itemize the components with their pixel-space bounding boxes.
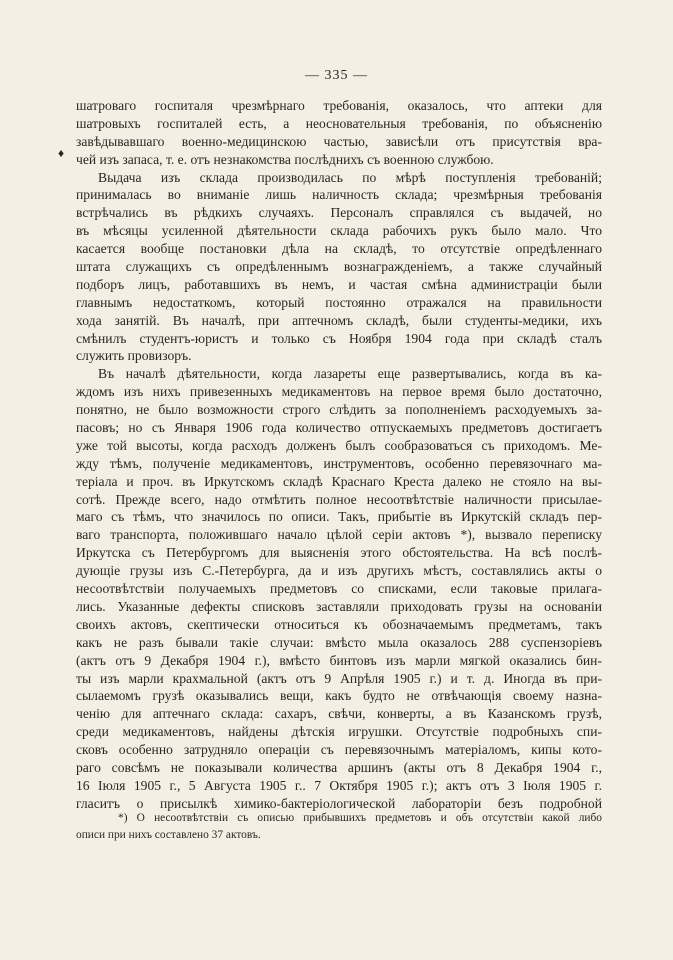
text-line: сковъ особенно затрудняло операціи съ перевязочнымъ матеріаломъ, кипы кото- bbox=[76, 742, 602, 758]
text-line: касается вообще постановки дѣла на складѣ, то отсутствіе опредѣленнаго bbox=[76, 241, 602, 257]
text-line: встрѣчались въ рѣдкихъ случаяхъ. Персоналъ справлялся съ выдачей, но bbox=[76, 205, 602, 221]
text-line: несоотвѣтствіи получаемыхъ предметовъ со списками, если таковые прилага- bbox=[76, 581, 602, 597]
text-line: жду тѣмъ, полученіе медикаментовъ, инструментовъ, особенно перевязочнаго ма- bbox=[76, 455, 602, 471]
margin-mark: ♦ bbox=[58, 146, 65, 160]
text-line: понятно, не было возможности строго слѣдить за пополненіемъ расходуемыхъ за- bbox=[76, 402, 602, 418]
text-line: шатровыхъ госпиталей есть, а неосновательныя требованія, по объясненію bbox=[76, 115, 602, 131]
text-line: принималась во вниманіе лишь наличность склада; чрезмѣрныя требованія bbox=[76, 187, 602, 203]
text-line: ты изъ марли крахмальной (актъ отъ 9 Апрѣля 1905 г.) и т. д. Иногда въ при- bbox=[76, 670, 602, 686]
text-line: какъ не разъ бывали такіе случаи: вмѣсто мыла оказалось 288 суспензоріевъ bbox=[76, 634, 602, 650]
text-line: смѣнилъ студентъ-юристъ и только съ Ноября 1904 года при складѣ сталъ bbox=[76, 330, 602, 346]
text-line: подборъ лицъ, работавшихъ въ немъ, и частая смѣна администраціи были bbox=[76, 276, 602, 292]
text-line: Въ началѣ дѣятельности, когда лазареты еще развертывались, когда въ ка- bbox=[98, 366, 602, 382]
body-text bbox=[76, 97, 602, 813]
footnote-line: описи при нихъ составлено 37 актовъ. bbox=[76, 829, 261, 841]
text-line: ждомъ изъ нихъ привезенныхъ медикаментовъ на первое время было достаточно, bbox=[76, 384, 602, 400]
text-line: Выдача изъ склада производилась по мѣрѣ поступленія требованій; bbox=[98, 169, 602, 185]
text-line: чей изъ запаса, т. е. отъ незнакомства послѣднихъ съ военною службою. bbox=[76, 151, 494, 167]
text-line: теріала и проч. въ Иркутскомъ складѣ Краснаго Креста далеко не стояло на вы- bbox=[76, 473, 602, 489]
text-line: среди медикаментовъ, найдены дѣтскія игрушки. Отсутствіе подробныхъ спи- bbox=[76, 724, 602, 740]
text-line: шатроваго госпиталя чрезмѣрнаго требованія, оказалось, что аптеки для bbox=[76, 98, 602, 113]
text-line: ченію для аптечнаго склада: сахаръ, свѣчи, конверты, а въ Казанскомъ грузѣ, bbox=[76, 706, 602, 722]
text-line: гласитъ о присылкѣ химико-бактеріологической лабораторіи безъ подробной bbox=[76, 795, 602, 811]
text-line: своихъ актовъ, скептически относиться къ обозначаемымъ предметамъ, такъ bbox=[76, 616, 602, 632]
footnote bbox=[76, 810, 602, 844]
text-line: уже той высоты, когда расходъ долженъ былъ сообразоваться съ приходомъ. Ме- bbox=[76, 437, 602, 453]
text-line: дующіе грузы изъ С.-Петербурга, да и изъ другихъ мѣстъ, составлялись акты о bbox=[76, 563, 602, 579]
text-line: ваго транспорта, положившаго начало цѣлой серіи актовъ *), вызвало переписку bbox=[76, 527, 602, 543]
paragraph bbox=[76, 169, 602, 366]
text-line: 16 Іюля 1905 г., 5 Августа 1905 г.. 7 Октября 1905 г.); актъ отъ 3 Іюля 1905 г. bbox=[76, 777, 602, 793]
page-number: — 335 — bbox=[305, 68, 368, 83]
text-line: маго съ тѣмъ, что значилось по описи. Такъ, прибытіе въ Иркутскій складъ пер- bbox=[76, 509, 602, 525]
text-line: раго совсѣмъ не показывали количества аршинъ (акты отъ 8 Декабря 1904 г., bbox=[76, 759, 602, 775]
paragraph bbox=[76, 365, 602, 812]
text-line: (актъ отъ 9 Декабря 1904 г.), вмѣсто бинтовъ изъ марли мягкой оказались бин- bbox=[76, 652, 602, 668]
text-line: въ мѣсяцы усиленной дѣятельности склада рабочихъ рукъ было мало. Что bbox=[76, 223, 602, 239]
text-line: штата служащихъ съ опредѣленнымъ вознагражденіемъ, а также случайный bbox=[76, 259, 602, 275]
text-line: главнымъ недостаткомъ, который постоянно отражался на правильности bbox=[76, 294, 602, 310]
text-line: пасовъ; но съ Января 1906 года количество отпускаемыхъ предметовъ достигаетъ bbox=[76, 420, 602, 436]
footnote-line: *) О несоотвѣтствіи съ описью прибывшихъ предметовъ и объ отсутствіи какой либо bbox=[118, 812, 602, 824]
text-line: завѣдывавшаго военно-медицинскою частью, зависѣли отъ присутствія вра- bbox=[76, 133, 602, 149]
text-line: сылаемомъ грузѣ оказывались вещи, какъ будто не отвѣчающія своему назна- bbox=[76, 688, 602, 704]
text-line: Иркутска съ Петербургомъ для выясненія этого обстоятельства. На всѣ послѣ- bbox=[76, 545, 602, 561]
text-line: сотѣ. Прежде всего, надо отмѣтить полное несоотвѣтствіе наличности присылае- bbox=[76, 491, 602, 507]
text-line: лись. Указанные дефекты списковъ заставляли приходовать грузы на основаніи bbox=[76, 598, 602, 614]
text-line: хода занятій. Въ началѣ, при аптечномъ складѣ, были студенты-медики, ихъ bbox=[76, 312, 602, 328]
text-line: служить провизоръ. bbox=[76, 348, 192, 364]
paragraph bbox=[76, 97, 602, 169]
